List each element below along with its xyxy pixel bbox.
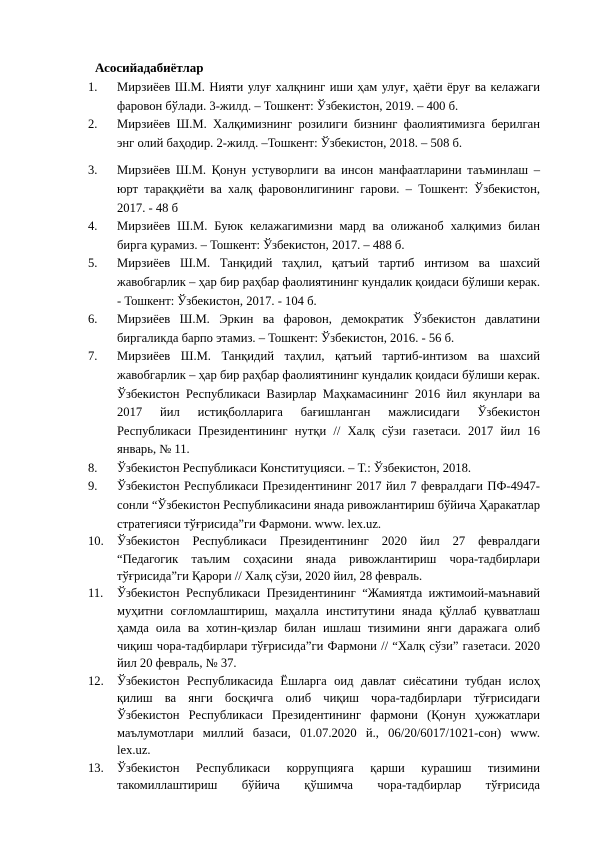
- reference-number: 12.: [88, 673, 104, 688]
- reference-text: Мирзиёев Ш.М. Халқимизнинг розилиги бизнинг фаолиятимизга берилган энг олий баҳодир. 2-жилд. –Тошкент: Ўзбекистон, 2018. – 508 б.: [117, 117, 540, 150]
- reference-item: [86, 459, 540, 478]
- reference-item: [86, 161, 540, 217]
- reference-list: [86, 78, 540, 794]
- reference-text: Ўзбекистон Республикаси коррупцияга қарши курашиш тизимини такомиллаштириш бўйича қўшимча чора-тадбирлар тўғрисида: [117, 760, 540, 792]
- reference-text: Мирзиёев Ш.М. Танқидий таҳлил, қатъий тартиб-интизом ва шахсий жавобгарлик – ҳар бир раҳбар фаолиятининг кундалик қоидаси бўлиши керак. Ўзбекистон Республикаси Вазирлар Маҳкамасининг 2016 йил якунлари ва 2017 йил истиқболларига бағишланган мажлисидаги Ўзбекистон Республикаси Президентининг нутқи // Халқ сўзи газетаси. 2017 йил 16 январь, № 11.: [117, 349, 540, 457]
- reference-text: Мирзиёев Ш.М. Эркин ва фаровон, демократик Ўзбекистон давлатини биргаликда барпо этамиз. – Тошкент: Ўзбекистон, 2016. - 56 б.: [117, 312, 540, 345]
- reference-item: [86, 310, 540, 347]
- reference-item: [86, 78, 540, 115]
- reference-number: 3.: [88, 163, 98, 178]
- reference-text: Ўзбекистон Республикаси Президентининг 2017 йил 7 февралдаги ПФ-4947-сонли “Ўзбекистон Республикасини янада ривожлантириш бўйича Ҳаракатлар стратегияси тўғрисида”ги Фармони. www. lex.uz.: [117, 479, 540, 531]
- reference-text: Мирзиёев Ш.М. Нияти улуғ халқнинг иши ҳам улуғ, ҳаёти ёруғ ва келажаги фаровон бўлади. 3-жилд. – Тошкент: Ўзбекистон, 2019. – 400 б.: [117, 80, 540, 113]
- reference-number: 2.: [88, 117, 98, 132]
- reference-item: [86, 115, 540, 152]
- reference-number: 6.: [88, 312, 98, 327]
- reference-number: 1.: [88, 80, 98, 94]
- reference-number: 13.: [88, 760, 104, 775]
- reference-item: [86, 673, 540, 760]
- reference-text: Мирзиёев Ш.М. Танқидий таҳлил, қатъий тартиб интизом ва шахсий жавобгарлик – ҳар бир раҳбар фаолиятининг кундалик қоидаси бўлиши керак. - Тошкент: Ўзбекистон, 2017. - 104 б.: [117, 256, 540, 308]
- reference-text: Ўзбекистон Республикаси Конституцияси. – Т.: Ўзбекистон, 2018.: [117, 460, 472, 475]
- reference-number: 5.: [88, 256, 98, 271]
- reference-text: Ўзбекистон Республикасида Ёшларга оид давлат сиёсатини тубдан ислоҳ қилиш ва янги босқичга олиб чиқиш чора-тадбирлари тўғрисидаги Ўзбекистон Республикаси Президентининг фармони (Қонун ҳужжатлари маълумотлари миллий базаси, 01.07.2020 й., 06/20/6017/1021-сон) www. lex.uz.: [117, 673, 540, 758]
- reference-item: [86, 477, 540, 533]
- reference-item: [86, 760, 540, 795]
- reference-item: [86, 533, 540, 585]
- reference-item: [86, 347, 540, 459]
- reference-number: 9.: [88, 479, 98, 494]
- reference-number: 10.: [88, 534, 104, 549]
- reference-number: 7.: [88, 349, 98, 364]
- reference-item: [86, 217, 540, 254]
- reference-text: Ўзбекистон Республикаси Президентининг 2020 йил 27 февралдаги “Педагогик таълим соҳасини янада ривожлантириш чора-тадбирлари тўғрисида”ги Қарори // Халқ сўзи, 2020 йил, 28 февраль.: [117, 534, 540, 584]
- reference-number: 11.: [88, 586, 104, 601]
- reference-number: 4.: [88, 219, 98, 234]
- reference-number: 8.: [88, 460, 98, 475]
- reference-text: Ўзбекистон Республикаси Президентининг “Жамиятда ижтимоий-маънавий муҳитни соғломлаштириш, маҳалла институтини янада қўллаб қувватлаш ҳамда оила ва хотин-қизлар билан ишлаш тизимини янги даражага олиб чиқиш чора-тадбирлари тўғрисида”ги Фармони // “Халқ сўзи” газетаси. 2020 йил 20 февраль, № 37.: [117, 586, 540, 671]
- reference-item: [86, 585, 540, 672]
- reference-item: [86, 254, 540, 310]
- reference-text: Мирзиёев Ш.М. Буюк келажагимизни мард ва олижаноб халқимиз билан бирга қурамиз. – Тошкент: Ўзбекистон, 2017. – 488 б.: [117, 219, 540, 252]
- reference-text: Мирзиёев Ш.М. Қонун устуворлиги ва инсон манфаатларини таъминлаш – юрт тараққиёти ва халқ фаровонлигининг гарови. – Тошкент: Ўзбекистон, 2017. - 48 б: [117, 163, 540, 215]
- page-heading: Асосийадабиётлар: [95, 60, 204, 75]
